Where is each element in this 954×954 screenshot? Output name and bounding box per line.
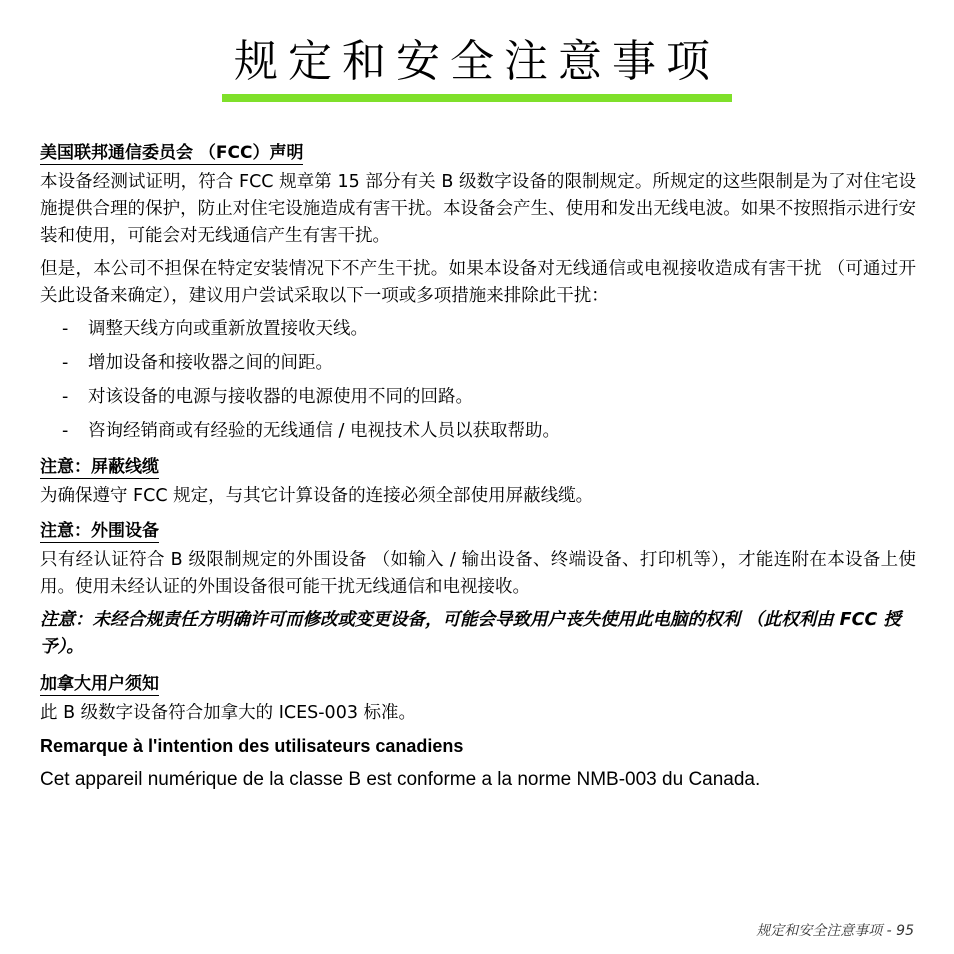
list-dash: - (62, 387, 69, 407)
list-item (40, 418, 916, 445)
peripherals-text: 只有经认证符合 B 级限制规定的外围设备 （如输入 / 输出设备、终端设备、打印机等），才能连附在本设备上使用。使用未经认证的外围设备很可能干扰无线通信和电视接收。 (40, 550, 916, 597)
title-underline-bar (222, 94, 732, 102)
list-dash: - (62, 319, 69, 339)
modification-warning: 注意：未经合规责任方明确许可而修改或变更设备，可能会导致用户丧失使用此电脑的权利 （此权利由 FCC 授予）。 (40, 610, 901, 657)
cables-text: 为确保遵守 FCC 规定，与其它计算设备的连接必须全部使用屏蔽线缆。 (40, 486, 594, 506)
title-container (0, 34, 954, 90)
fcc-paragraph-1: 本设备经测试证明，符合 FCC 规章第 15 部分有关 B 级数字设备的限制规定。所规定的这些限制是为了对住宅设施提供合理的保护，防止对住宅设施造成有害干扰。本设备会产生、使用和发出无线电波。如果不按照指示进行安装和使用，可能会对无线通信产生有害干扰。 (40, 172, 916, 246)
cables-heading: 注意：屏蔽线缆 (40, 457, 159, 477)
list-item-text: 对该设备的电源与接收器的电源使用不同的回路。 (88, 387, 473, 407)
list-item (40, 384, 916, 411)
fcc-measures-list (40, 316, 916, 445)
canada-fr-text: Cet appareil numérique de la classe B est conforme a la norme NMB-003 du Canada. (40, 769, 761, 790)
peripherals-heading: 注意：外围设备 (40, 521, 159, 541)
list-item (40, 350, 916, 377)
fcc-heading: 美国联邦通信委员会 （FCC）声明 (40, 143, 304, 163)
list-item (40, 316, 916, 343)
canada-fr-heading: Remarque à l'intention des utilisateurs canadiens (40, 736, 464, 756)
list-item-text: 咨询经销商或有经验的无线通信 / 电视技术人员以获取帮助。 (88, 421, 561, 441)
page-footer: 规定和安全注意事项 - 95 (756, 923, 914, 939)
fcc-paragraph-2: 但是，本公司不担保在特定安装情况下不产生干扰。如果本设备对无线通信或电视接收造成有害干扰 （可通过开关此设备来确定），建议用户尝试采取以下一项或多项措施来排除此干扰： (40, 259, 916, 306)
list-dash: - (62, 421, 69, 441)
list-dash: - (62, 353, 69, 373)
list-item-text: 调整天线方向或重新放置接收天线。 (88, 319, 368, 339)
canada-text: 此 B 级数字设备符合加拿大的 ICES-003 标准。 (40, 703, 417, 723)
list-item-text: 增加设备和接收器之间的间距。 (88, 353, 333, 373)
document-body (40, 138, 916, 793)
canada-heading: 加拿大用户须知 (40, 674, 159, 694)
page-title: 规定和安全注意事项 (234, 36, 720, 87)
